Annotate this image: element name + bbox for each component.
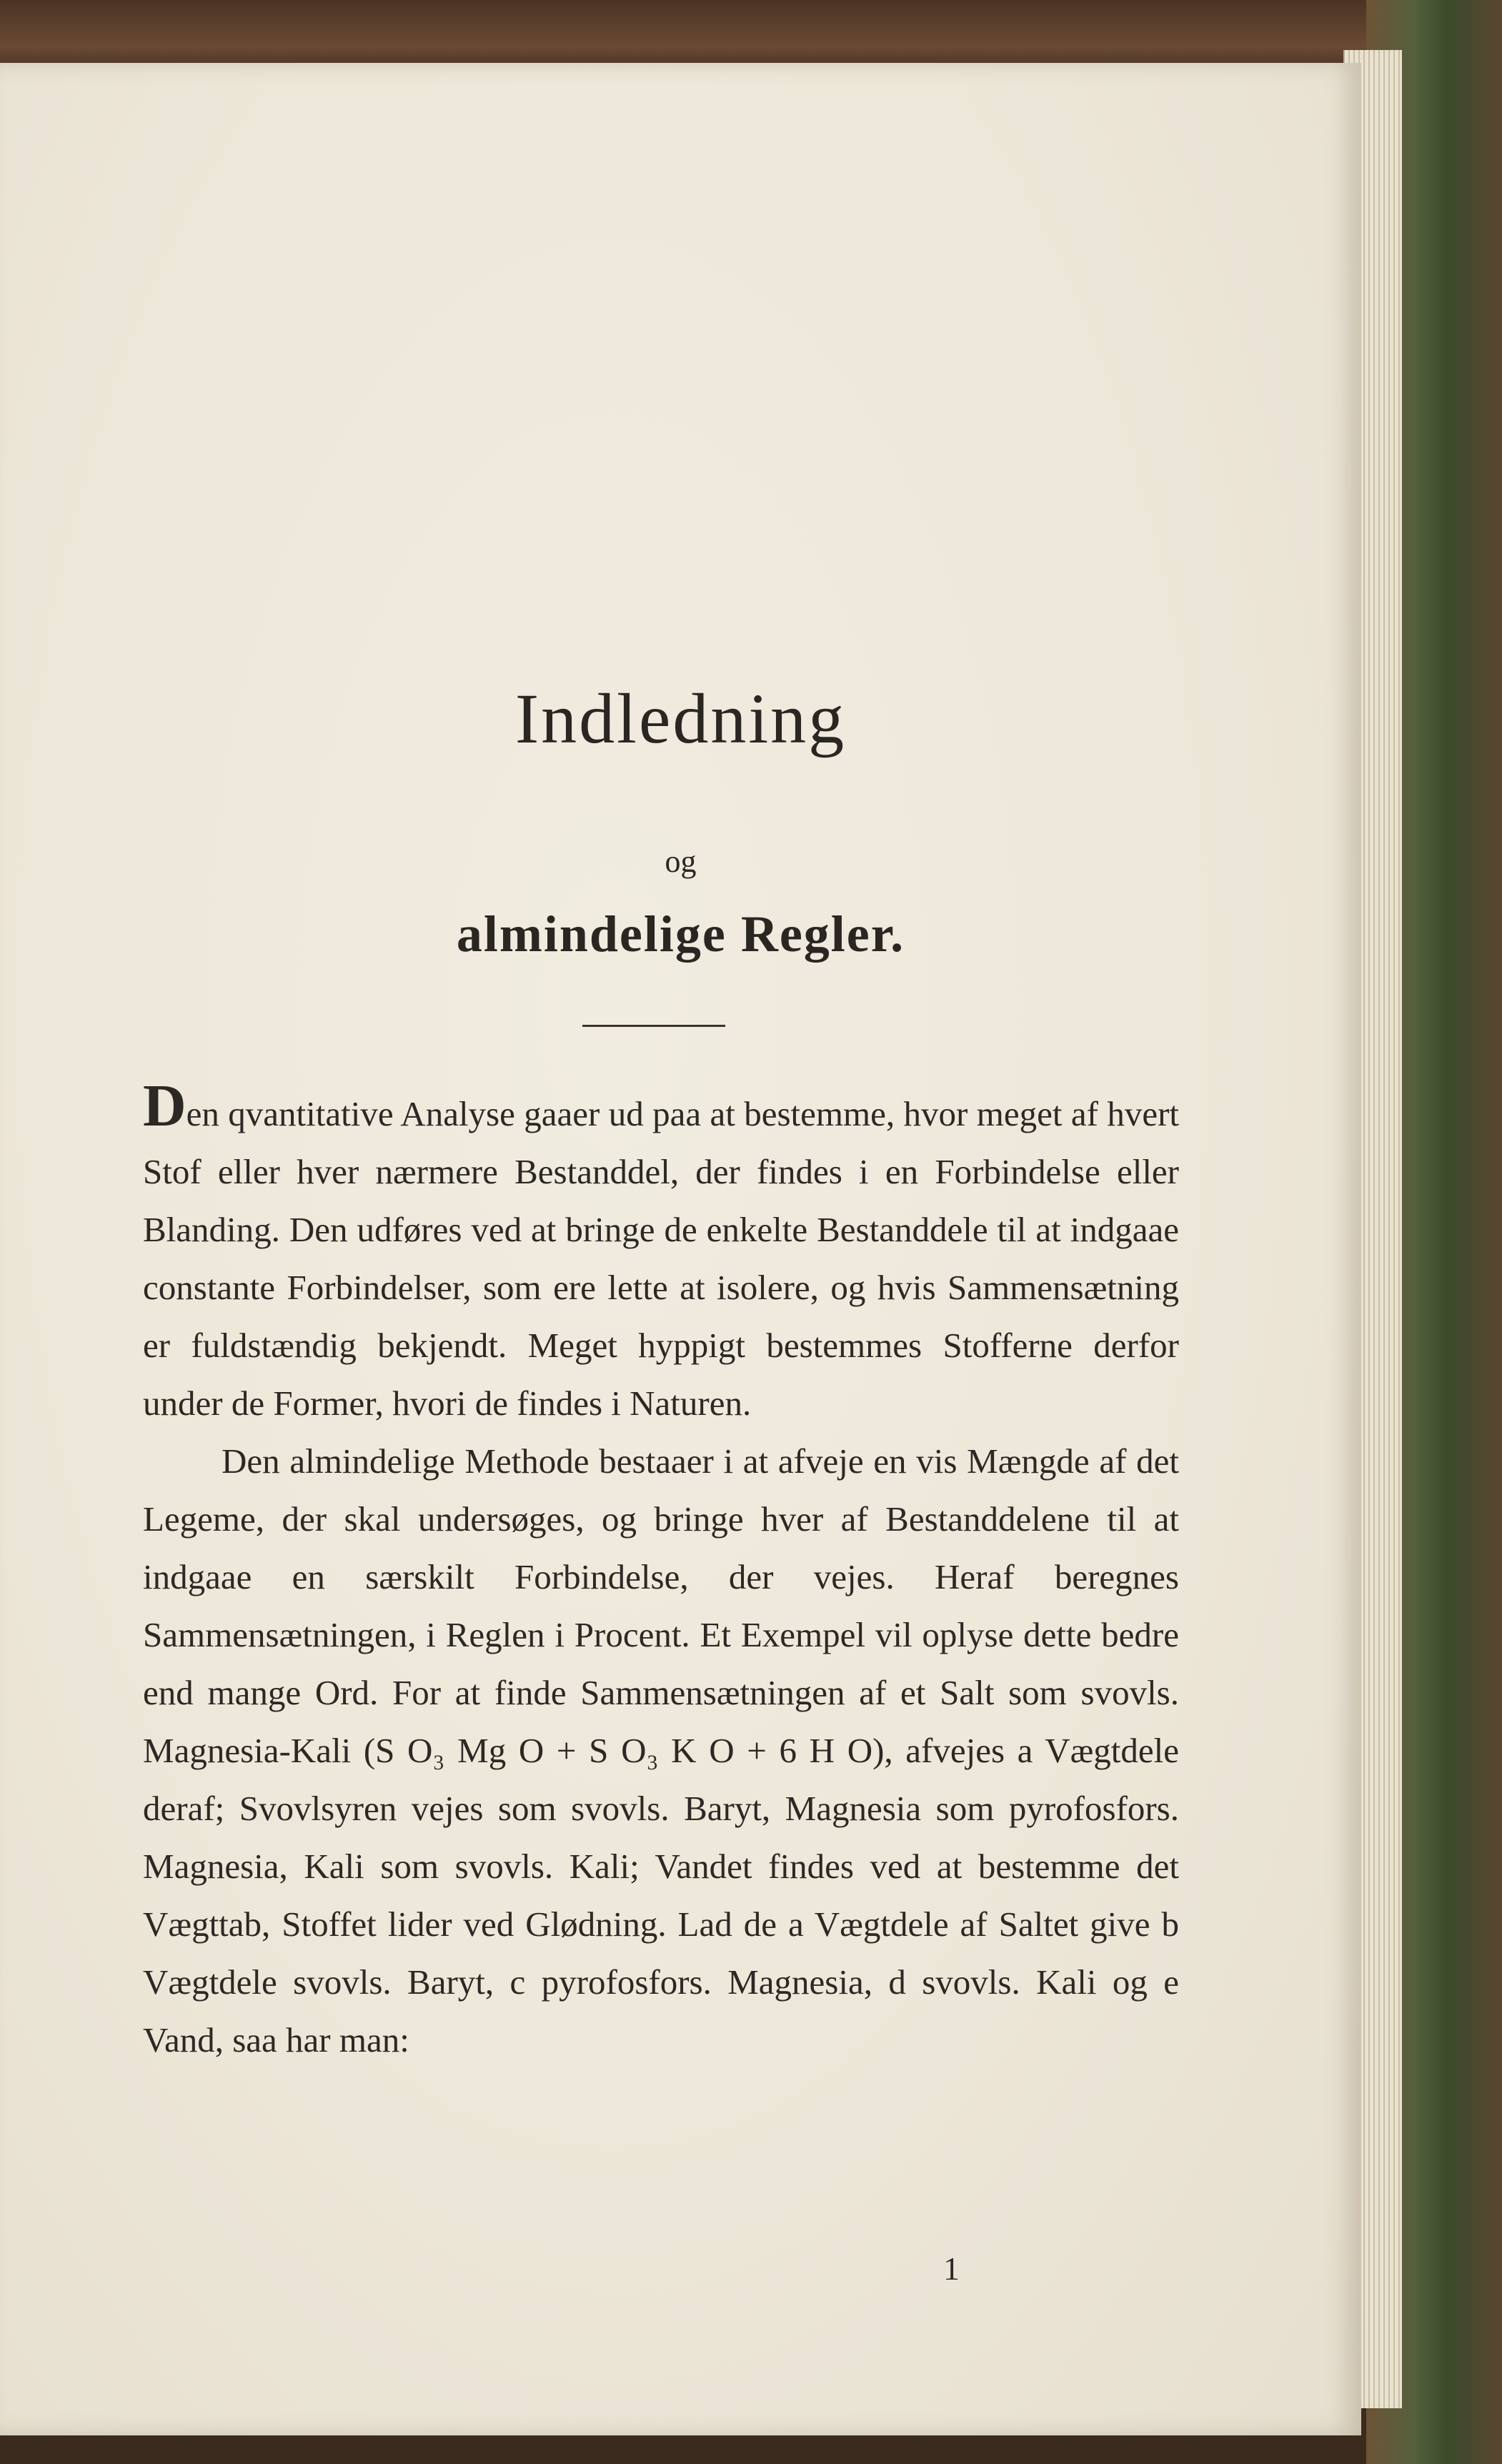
chapter-subtitle: almindelige Regler. (456, 905, 905, 963)
book-page (0, 63, 1361, 2435)
paragraph-2: Den almindelige Methode bestaaer i at afveje en vis Mængde af det Legeme, der skal undersøges, og bringe hver af Bestanddelene til at indgaae en særskilt Forbindelse, der vejes. Heraf beregnes Sammensætningen, i Reglen i Procent. Et Exempel vil oplyse dette bedre end mange Ord. For at finde Sammensætningen af et Salt som svovls. Magnesia-Kali (S O₃ Mg O + S O₃ K O + 6 H O), afvejes a Vægtdele deraf; Svovlsyren vejes som svovls. Baryt, Magnesia som pyrofosfors. Magnesia, Kali som svovls. Kali; Vandet findes ved at bestemme det Vægttab, Stoffet lider ved Glødning. Lad de a Vægtdele af Saltet give b Vægtdele svovls. Baryt, c pyrofosfors. Magnesia, d svovls. Kali og e Vand, saa har man: (143, 1441, 1179, 2060)
drop-cap: D (143, 1073, 186, 1139)
chapter-title: Indledning (514, 679, 847, 758)
paragraph-1 (143, 1073, 1179, 1432)
paragraph-1-text: en qvantitative Analyse gaaer ud paa at bestemme, hvor meget af hvert Stof eller hver nærmere Bestanddel, der findes i en Forbindelse eller Blanding. Den udføres ved at bringe de enkelte Bestanddele til at indgaae constante Forbindelser, som ere lette at isolere, og hvis Sammensætning er fuldstændig bekjendt. Meget hyppigt bestemmes Stofferne derfor under de Former, hvori de findes i Naturen. (143, 1094, 1179, 1423)
title-conjunction: og (665, 844, 697, 879)
title-divider (582, 1025, 725, 1027)
page-number: 1 (943, 2250, 960, 2287)
body-text (143, 1073, 1179, 2069)
